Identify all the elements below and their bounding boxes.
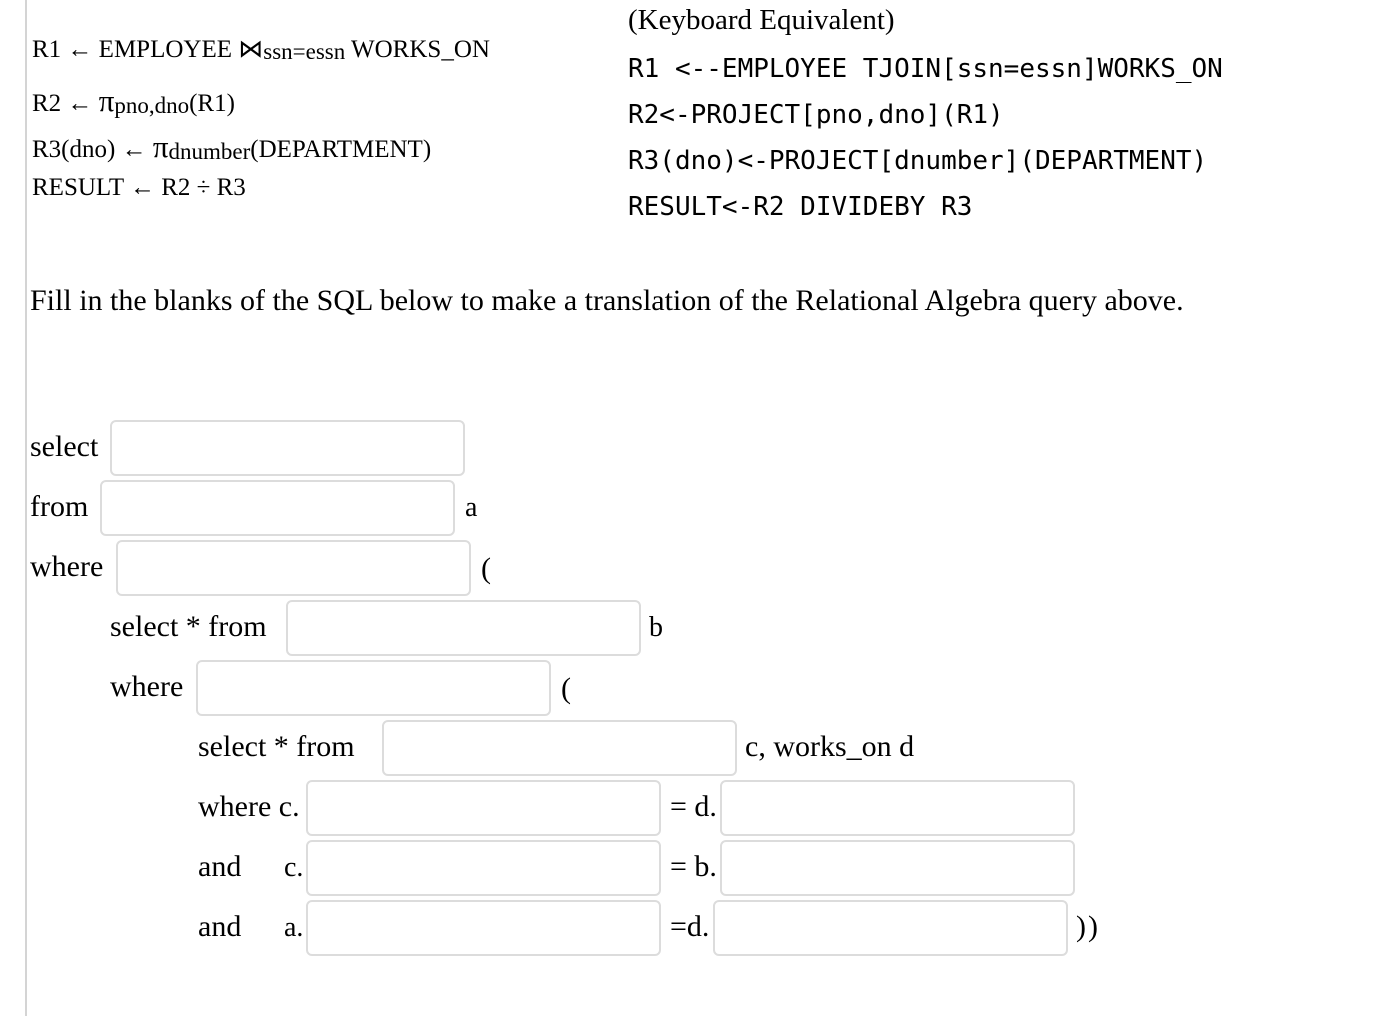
ra-line-r1 [32,34,490,64]
keyboard-equivalent-title: (Keyboard Equivalent) [628,4,895,36]
c-attribute-blank-input-1[interactable] [306,780,661,836]
subquery-from-blank-input[interactable] [286,600,641,656]
alias-b-label: b [649,612,663,643]
keyboard-line-r3: R3(dno)<-PROJECT[dnumber](DEPARTMENT) [628,146,1208,176]
ra-r3-attrs: dnumber [168,139,251,164]
ra-r2-suffix: (R1) [189,90,235,117]
where-c-label: where c. [198,790,300,823]
keyboard-line-r1: R1 <--EMPLOYEE TJOIN[ssn=essn]WORKS_ON [628,54,1223,84]
d-attribute-blank-input-1[interactable] [720,780,1075,836]
ra-r1-prefix: R1 ← EMPLOYEE ⋈ [32,36,264,63]
keyboard-line-result: RESULT<-R2 DIVIDEBY R3 [628,192,973,222]
ra-r2-prefix: R2 ← [32,90,99,117]
select-blank-input[interactable] [110,420,465,476]
pi-symbol: π [152,129,169,164]
ra-line-r2 [32,83,235,119]
pi-symbol: π [98,83,115,118]
instruction-text: Fill in the blanks of the SQL below to make a translation of the Relational Algebra query above. [30,284,1184,317]
inner-from-blank-input[interactable] [382,720,737,776]
sql-from-keyword: from [30,490,89,523]
equals-d-label-2: =d. [670,910,710,943]
ra-line-r3 [32,129,431,165]
c-attribute-blank-input-2[interactable] [306,840,661,896]
close-parens: )) [1076,910,1100,943]
ra-r3-prefix: R3(dno) ← [32,136,153,163]
ra-r2-attrs: pno,dno [114,93,190,118]
c-dot-label: c. [284,852,304,883]
and-keyword-2: and [198,910,242,943]
ra-line-result: RESULT ← R2 ÷ R3 [32,174,246,201]
a-attribute-blank-input[interactable] [306,900,661,956]
sql-where-keyword: where [30,550,104,583]
subquery-where-keyword: where [110,670,184,703]
and-keyword-1: and [198,850,242,883]
ra-r1-suffix: WORKS_ON [345,36,490,63]
subquery-where-blank-input[interactable] [196,660,551,716]
keyboard-line-r2: R2<-PROJECT[pno,dno](R1) [628,100,1004,130]
sql-select-keyword: select [30,430,99,463]
equals-b-label: = b. [670,850,717,883]
d-attribute-blank-input-2[interactable] [713,900,1068,956]
from-blank-input[interactable] [100,480,455,536]
where-blank-input[interactable] [116,540,471,596]
ra-r1-join-condition: ssn=essn [263,39,346,64]
equals-d-label: = d. [670,790,717,823]
inner-tables-label: c, works_on d [745,730,915,763]
inner-select-from: select * from [198,730,355,763]
left-border [25,0,27,1016]
a-dot-label: a. [284,912,304,943]
b-attribute-blank-input[interactable] [720,840,1075,896]
subquery-select-from: select * from [110,610,267,643]
open-paren-2: ( [561,672,571,705]
open-paren-1: ( [481,552,491,585]
alias-a-label: a [465,492,478,523]
ra-r3-suffix: (DEPARTMENT) [250,136,432,163]
